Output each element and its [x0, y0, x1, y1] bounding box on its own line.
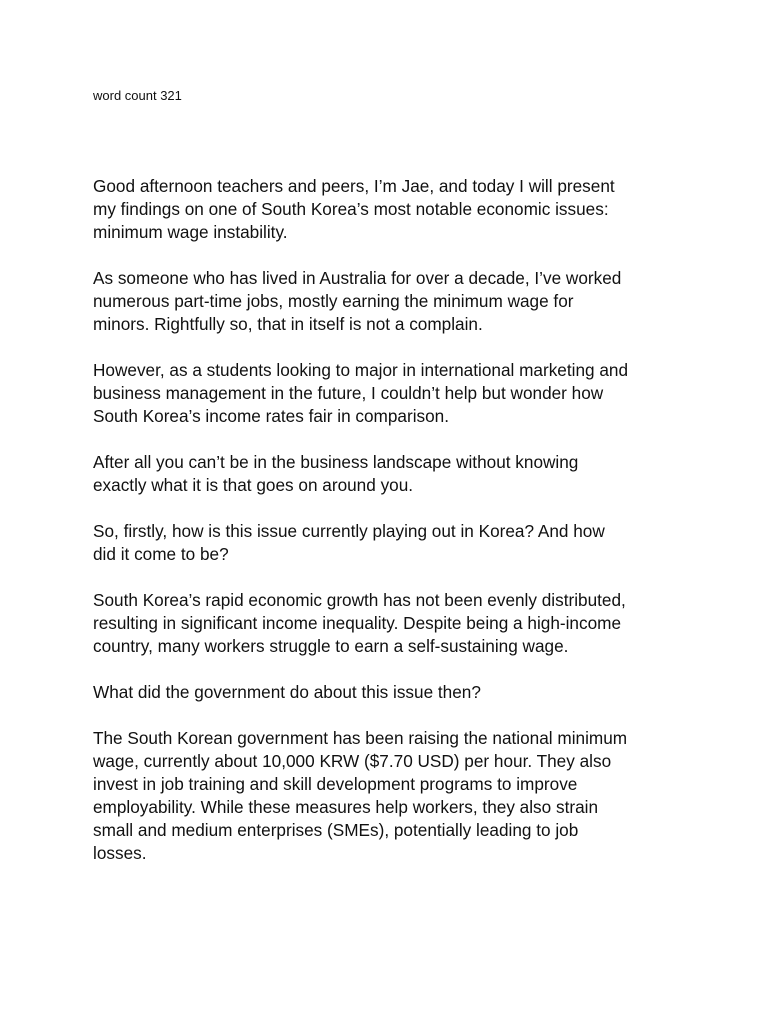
paragraph-line: South Korea’s rapid economic growth has not been evenly distributed,: [93, 590, 626, 610]
paragraph-income-inequality: [93, 589, 693, 658]
document-body: [93, 175, 693, 888]
paragraph-question-government: [93, 681, 693, 704]
paragraph-government-measures: [93, 727, 693, 865]
paragraph-line: employability. While these measures help workers, they also strain: [93, 797, 599, 817]
paragraph-line: my findings on one of South Korea’s most notable economic issues:: [93, 199, 609, 219]
paragraph-line: losses.: [93, 843, 147, 863]
paragraph-business-landscape: [93, 451, 693, 497]
paragraph-line: So, firstly, how is this issue currently playing out in Korea? And how: [93, 521, 605, 541]
paragraph-line: After all you can’t be in the business landscape without knowing: [93, 452, 579, 472]
paragraph-line: The South Korean government has been raising the national minimum: [93, 728, 628, 748]
paragraph-line: Good afternoon teachers and peers, I’m Jae, and today I will present: [93, 176, 615, 196]
paragraph-introduction: [93, 175, 693, 244]
paragraph-line: country, many workers struggle to earn a self-sustaining wage.: [93, 636, 569, 656]
paragraph-line: exactly what it is that goes on around you.: [93, 475, 414, 495]
paragraph-line: numerous part-time jobs, mostly earning the minimum wage for: [93, 291, 574, 311]
paragraph-line: invest in job training and skill development programs to improve: [93, 774, 578, 794]
paragraph-line: wage, currently about 10,000 KRW ($7.70 USD) per hour. They also: [93, 751, 612, 771]
paragraph-line: South Korea’s income rates fair in comparison.: [93, 406, 450, 426]
word-count-label: word count 321: [93, 88, 182, 103]
paragraph-line: small and medium enterprises (SMEs), potentially leading to job: [93, 820, 579, 840]
paragraph-line: As someone who has lived in Australia for over a decade, I’ve worked: [93, 268, 622, 288]
paragraph-line: minimum wage instability.: [93, 222, 288, 242]
paragraph-line: did it come to be?: [93, 544, 229, 564]
paragraph-line: What did the government do about this issue then?: [93, 682, 481, 702]
paragraph-line: However, as a students looking to major in international marketing and: [93, 360, 629, 380]
paragraph-line: business management in the future, I couldn’t help but wonder how: [93, 383, 604, 403]
paragraph-motivation: [93, 359, 693, 428]
paragraph-question-current: [93, 520, 693, 566]
paragraph-line: minors. Rightfully so, that in itself is not a complain.: [93, 314, 483, 334]
paragraph-line: resulting in significant income inequality. Despite being a high-income: [93, 613, 622, 633]
paragraph-background: [93, 267, 693, 336]
